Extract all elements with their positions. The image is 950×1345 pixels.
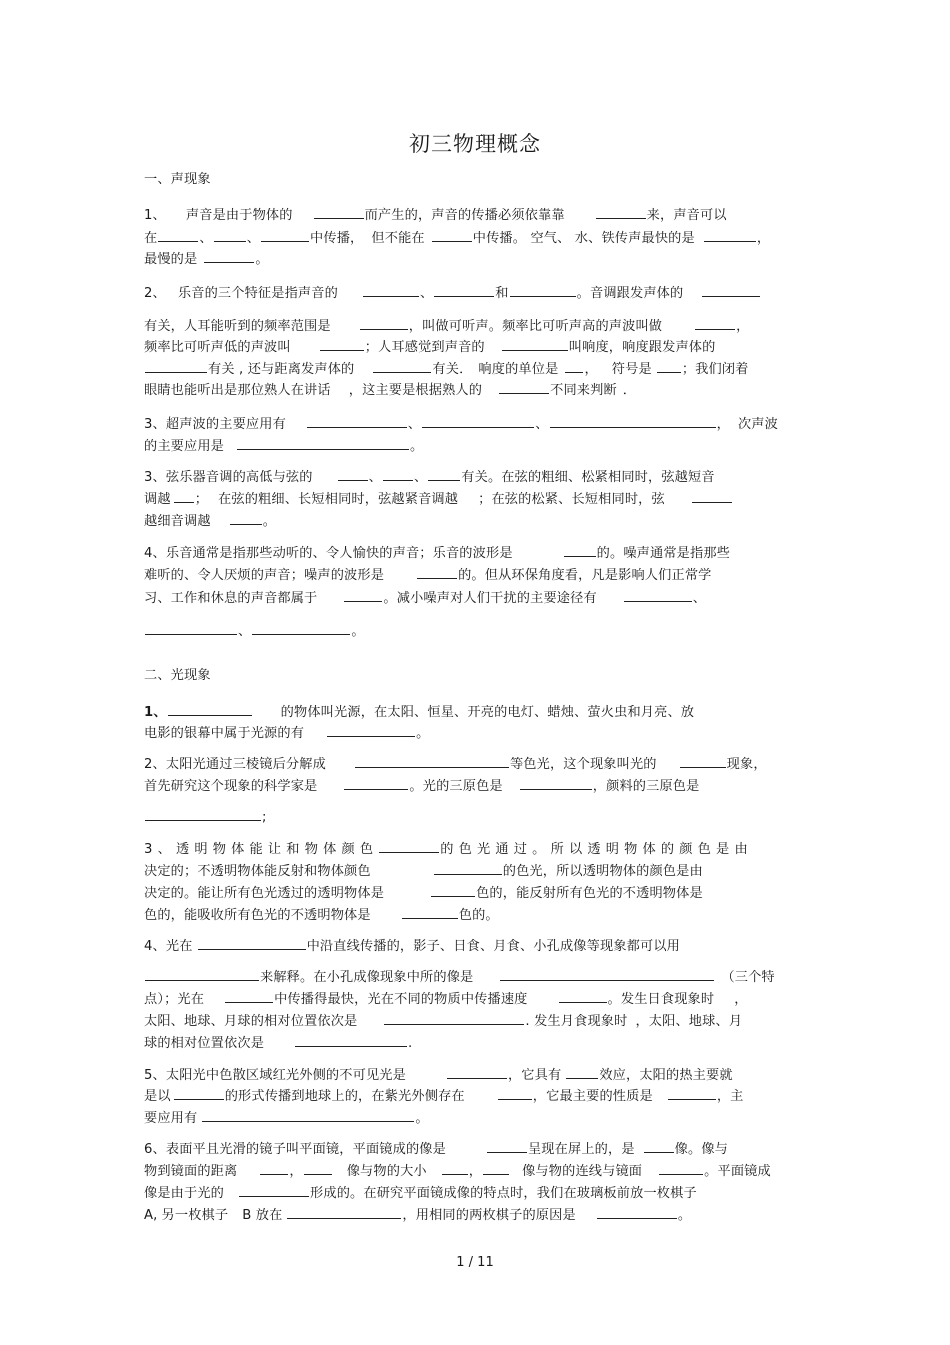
blank xyxy=(680,755,726,768)
sound-q2-line3: 频率比可听声低的声波叫 ；人耳感觉到声音的 叫响度，响度跟发声体的 xyxy=(144,340,716,355)
blank xyxy=(402,906,458,919)
blank xyxy=(487,1140,527,1153)
sound-q2-line5: 眼睛也能听出是那位熟人在讲话 ，这主要是根据熟人的 不同来判断 ． xyxy=(144,383,637,398)
blank xyxy=(379,840,439,853)
blank xyxy=(596,206,646,219)
page-number: 1 / 11 xyxy=(456,1255,494,1270)
blank xyxy=(428,468,460,481)
blank xyxy=(314,206,364,219)
blank xyxy=(260,1162,288,1175)
blank xyxy=(168,703,252,716)
blank xyxy=(692,490,732,503)
blank xyxy=(198,937,306,950)
sound-q4-line3: 习、工作和休息的声音都属于 。减小噪声对人们干扰的主要途径有 、 xyxy=(144,591,707,606)
blank xyxy=(261,229,309,242)
light-q2-line1: 2、太阳光通过三棱镜后分解成 等色光，这个现象叫光的 现象， xyxy=(144,757,767,772)
light-q3-line3: 决定的。能让所有色光透过的透明物体是 色的，能反射所有色光的不透明物体是 xyxy=(144,886,703,901)
blank xyxy=(230,512,262,525)
blank xyxy=(597,1206,677,1219)
blank xyxy=(431,884,475,897)
light-q4-line5: 球的相对位置依次是 . xyxy=(144,1036,413,1051)
light-q1-line1: 1、 的物体叫光源，在太阳、恒星、开亮的电灯、蜡烛、萤火虫和月亮、放 xyxy=(144,705,695,720)
light-q1-line2: 电影的银幕中属于光源的有 。 xyxy=(144,726,430,741)
sound-q1-line1: 1、 声音是由于物体的 而产生的，声音的传播必须依靠靠 来，声音可以 xyxy=(144,208,727,223)
blank xyxy=(344,777,408,790)
blank xyxy=(668,1087,716,1100)
sound-q3b-line1: 3、弦乐器音调的高低与弦的 、 、 有关。在弦的粗细、松紧相同时，弦越短音 xyxy=(144,470,715,485)
sound-q2-line1: 2、 乐音的三个特征是指声音的 、 和 。音调跟发声体的 xyxy=(144,284,761,302)
blank xyxy=(657,360,681,373)
blank xyxy=(417,566,457,579)
blank xyxy=(510,284,576,297)
blank xyxy=(327,724,415,737)
sound-q4-line4: 、 。 xyxy=(144,622,365,640)
blank xyxy=(355,755,509,768)
blank xyxy=(434,284,494,297)
blank xyxy=(434,862,502,875)
light-q5-line1: 5、太阳光中色散区域红光外侧的不可见光是 ，它具有 效应，太阳的热主要就 xyxy=(144,1068,733,1083)
sound-q1-line3: 最慢的是 。 xyxy=(144,252,269,267)
blank xyxy=(565,360,583,373)
blank xyxy=(659,1162,703,1175)
section-heading-light: 二、光现象 xyxy=(144,668,211,683)
blank xyxy=(483,1162,509,1175)
blank xyxy=(422,415,534,428)
light-q6-line2: 物到镜面的距离 ， 像与物的大小 ， 像与物的连线与镜面 。平面镜成 xyxy=(144,1164,771,1179)
sound-q3-line2: 的主要应用是 。 xyxy=(144,439,424,454)
light-q5-line3: 要应用有 。 xyxy=(144,1111,429,1126)
section-heading-sound: 一、声现象 xyxy=(144,172,211,187)
blank xyxy=(158,229,198,242)
light-q3-line4: 色的，能吸收所有色光的不透明物体是 色的。 xyxy=(144,908,499,923)
blank xyxy=(566,1066,598,1079)
blank xyxy=(145,808,261,821)
light-q5-line2: 是以 的形式传播到地球上的，在紫光外侧存在 ，它最主要的性质是 ，主 xyxy=(144,1089,744,1104)
sound-q3b-line2: 调越 ； 在弦的粗细、长短相同时，弦越紧音调越 ；在弦的松紧、长短相同时，弦 xyxy=(144,490,733,508)
light-q6-line1: 6、表面平且光滑的镜子叫平面镜，平面镜成的像是 呈现在屏上的，是 像。像与 xyxy=(144,1142,729,1157)
light-q4-line2: 来解释。在小孔成像现象中所的像是 （三个特 xyxy=(144,968,775,986)
blank xyxy=(174,490,194,503)
light-q2-line2: 首先研究这个现象的科学家是 。光的三原色是 ，颜料的三原色是 xyxy=(144,779,700,794)
light-q3-line2: 决定的；不透明物体能反射和物体颜色 的色光，所以透明物体的颜色是由 xyxy=(144,864,703,879)
blank xyxy=(174,1087,224,1100)
sound-q2-line2: 有关，人耳能听到的频率范围是 ，叫做可听声。频率比可听声高的声波叫做 ， xyxy=(144,319,750,334)
blank xyxy=(145,968,259,981)
blank xyxy=(624,589,692,602)
blank xyxy=(363,284,419,297)
page-title: 初三物理概念 xyxy=(409,132,541,156)
blank xyxy=(204,250,254,263)
light-q4-line1: 4、光在 中沿直线传播的，影子、日食、月食、小孔成像等现象都可以用 xyxy=(144,939,681,954)
blank xyxy=(287,1206,401,1219)
sound-q4-line1: 4、乐音通常是指那些动听的、令人愉快的声音；乐音的波形是 的。噪声通常是指那些 xyxy=(144,546,731,561)
blank xyxy=(373,360,431,373)
light-q4-line3: 点）；光在 中传播得最快，光在不同的物质中传播速度 。发生日食现象时 ， xyxy=(144,992,748,1007)
blank xyxy=(383,468,413,481)
blank xyxy=(384,1012,524,1025)
light-q2-line3: ; xyxy=(144,808,267,826)
light-q6-line3: 像是由于光的 形成的。在研究平面镜成像的特点时，我们在玻璃板前放一枚棋子 xyxy=(144,1186,697,1201)
blank xyxy=(559,990,607,1003)
blank xyxy=(252,622,350,635)
blank xyxy=(644,1140,674,1153)
blank xyxy=(304,1162,332,1175)
blank xyxy=(145,622,237,635)
blank xyxy=(564,544,596,557)
blank xyxy=(145,360,207,373)
sound-q2-line4: 有关 , 还与距离发声体的 有关． 响度的单位是 ， 符号是 ；我们闭着 xyxy=(144,360,749,378)
blank xyxy=(447,1066,507,1079)
blank xyxy=(498,1087,532,1100)
blank xyxy=(695,317,735,330)
blank xyxy=(338,468,368,481)
blank xyxy=(442,1162,468,1175)
blank xyxy=(225,990,273,1003)
blank xyxy=(307,415,407,428)
light-q3-line1: 3、透明物体能让和物体颜色 的色光通过。所以透明物体的颜色是由 xyxy=(144,842,753,857)
blank xyxy=(550,415,716,428)
blank xyxy=(360,317,408,330)
light-q4-line4: 太阳、地球、月球的相对位置依次是 . 发生月食现象时 ，太阳、地球、月 xyxy=(144,1014,743,1029)
blank xyxy=(237,437,409,450)
sound-q1-line2: 在 、 、 中传播， 但不能在 中传播。 空气、 水、铁传声最快的是 ， xyxy=(144,231,771,246)
blank xyxy=(432,229,472,242)
blank xyxy=(520,777,592,790)
blank xyxy=(702,284,760,297)
sound-q3-line1: 3、超声波的主要应用有 、 、 ， 次声波 xyxy=(144,417,778,432)
sound-q3b-line3: 越细音调越 。 xyxy=(144,514,277,529)
sound-q4-line2: 难听的、令人厌烦的声音；噪声的波形是 的。但从环保角度看，凡是影响人们正常学 xyxy=(144,568,712,583)
blank xyxy=(214,229,246,242)
light-q6-line4: A, 另一枚棋子 B 放在 ，用相同的两枚棋子的原因是 。 xyxy=(144,1208,692,1223)
blank xyxy=(344,589,382,602)
blank xyxy=(500,968,714,981)
blank xyxy=(499,381,549,394)
blank xyxy=(502,338,568,351)
blank xyxy=(202,1109,414,1122)
blank xyxy=(704,229,756,242)
blank xyxy=(295,1034,407,1047)
blank xyxy=(239,1184,309,1197)
blank xyxy=(320,338,364,351)
